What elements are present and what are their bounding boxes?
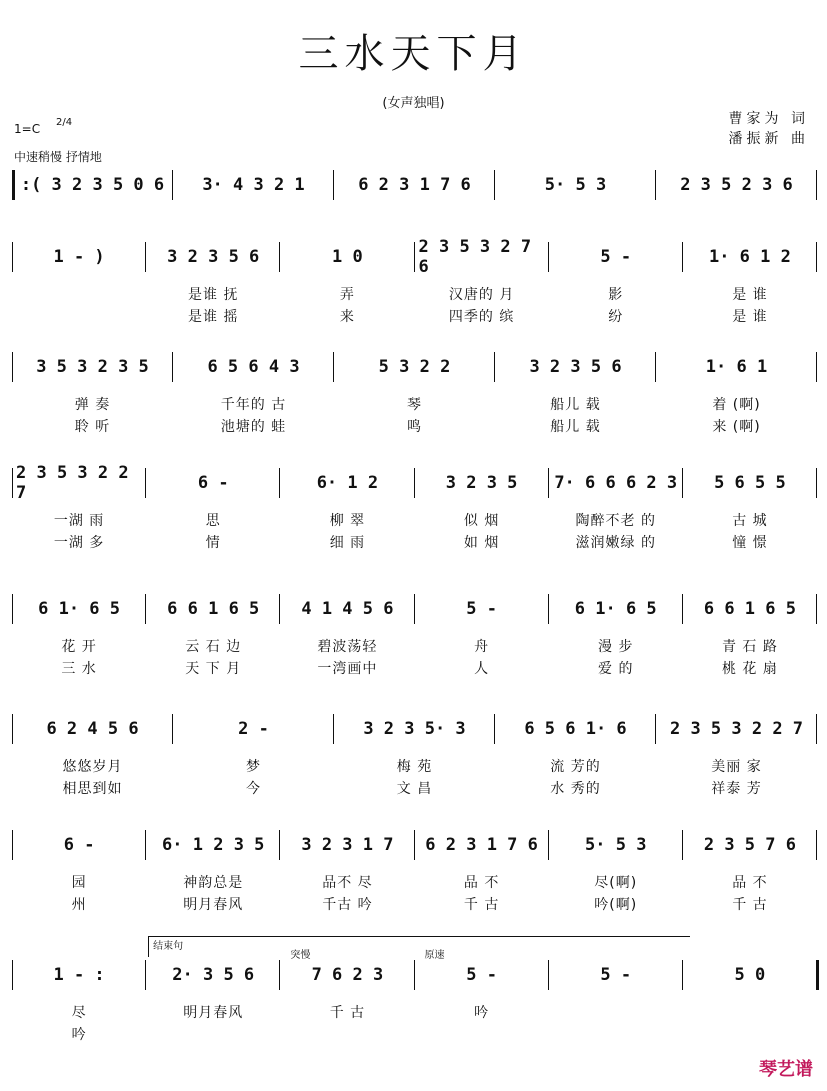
barline (655, 170, 656, 200)
barline (682, 594, 683, 624)
lyric-segment: 三 水 (61, 661, 97, 677)
measure: 2 3 5 7 6 (703, 835, 796, 855)
measure: 6 2 4 5 6 (46, 719, 139, 739)
notes-row (12, 237, 817, 277)
measure: 5 3 2 2 (378, 357, 451, 377)
barline (494, 352, 495, 382)
barline (145, 830, 146, 860)
lyric-segment: 祥泰 芳 (711, 781, 762, 797)
lyricist-credit: 曹家为 词 (728, 111, 809, 127)
measure: 7· 6 6 6 2 3 (554, 473, 678, 493)
lyrics-line (12, 872, 817, 892)
measure: 4 1 4 5 6 (301, 599, 394, 619)
time-signature: 2/4 (56, 117, 73, 128)
lyric-segment: 梅 苑 (396, 759, 433, 775)
barline (655, 714, 656, 744)
barline (816, 714, 817, 744)
measure: 2 3 5 3 2 2 7 (669, 719, 804, 739)
lyric-segment: 似 烟 (463, 513, 500, 529)
measure: 5 6 5 5 (714, 473, 786, 493)
lyric-segment: 花 开 (61, 639, 97, 655)
measure: 2· 3 5 6 (172, 965, 255, 985)
lyrics-line (12, 416, 817, 436)
lyric-segment: 千 古 (732, 897, 768, 913)
measure: 1· 6 1 2 (708, 247, 791, 267)
lyric-segment: 舟 (474, 639, 490, 655)
page-title: 三水天下月 (298, 31, 529, 77)
measure: 6 - (197, 473, 229, 493)
lyric-segment: 尽 (71, 1005, 87, 1021)
lyric-segment: 品 不 (463, 875, 500, 891)
barline (12, 242, 13, 272)
barline (145, 242, 146, 272)
measure: 5 - (466, 599, 497, 619)
lyric-segment: 悠悠岁月 (62, 759, 123, 775)
measure: 6 2 3 1 7 6 (425, 835, 538, 855)
notes-row (12, 168, 817, 202)
lyric-segment: 吟 (71, 1027, 87, 1043)
barline (12, 170, 15, 200)
lyric-segment: 品 不 (732, 875, 768, 891)
lyric-segment: 云 石 边 (185, 639, 242, 655)
lyrics-line (12, 284, 817, 304)
lyric-segment: 园 (71, 875, 87, 891)
measure: 5 0 (734, 965, 766, 985)
lyric-segment: 思 (205, 513, 221, 529)
measure: 1 - ) (53, 247, 105, 267)
lyric-segment: 州 (71, 897, 87, 913)
barline (682, 830, 683, 860)
lyric-segment: 情 (205, 535, 221, 551)
lyrics-line (12, 1002, 817, 1022)
notes-row (12, 463, 817, 503)
barline (548, 594, 549, 624)
lyric-segment (12, 306, 146, 326)
lyric-segment: 千古 吟 (322, 897, 373, 913)
barline (12, 830, 13, 860)
key-signature: 1=C (14, 122, 41, 136)
barline (816, 830, 817, 860)
barline (279, 242, 280, 272)
lyric-segment: 鸣 (407, 419, 422, 435)
lyric-segment: 来 (339, 309, 355, 325)
lyric-segment: 爱 的 (598, 661, 634, 677)
measure: 3 2 3 5 6 (167, 247, 260, 267)
tempo-marking: 中速稍慢 抒情地 (14, 150, 102, 164)
measure: 3 2 3 5· 3 (363, 719, 466, 739)
subtitle: (女声独唱) (382, 96, 445, 111)
barline (682, 468, 683, 498)
lyric-segment: 是 谁 (732, 287, 768, 303)
lyric-segment: 陶醉不老 的 (575, 513, 656, 529)
tempo-change-mark: 突慢 (290, 950, 311, 961)
lyric-segment: 池塘的 蛙 (220, 419, 287, 435)
lyrics-line (12, 658, 817, 678)
barline (816, 468, 817, 498)
lyric-segment: 一湖 雨 (53, 513, 105, 529)
lyric-segment (549, 1002, 683, 1022)
lyric-segment: 纷 (608, 309, 624, 325)
lyric-segment (146, 1024, 280, 1044)
lyric-segment: 一湖 多 (53, 535, 105, 551)
measure: 6 5 6 4 3 (207, 357, 300, 377)
lyric-segment: 相思到如 (62, 781, 123, 797)
lyric-segment: 青 石 路 (721, 639, 778, 655)
lyric-segment: 流 芳的 (550, 759, 601, 775)
barline (145, 594, 146, 624)
lyric-segment: 船儿 载 (550, 397, 601, 413)
lyric-segment: 影 (608, 287, 624, 303)
lyric-segment: 船儿 载 (550, 419, 601, 435)
measure: 2 3 5 3 2 2 7 (16, 463, 129, 503)
measure: 2 - (238, 719, 269, 739)
lyric-segment (12, 284, 146, 304)
measure: 6 6 1 6 5 (167, 599, 260, 619)
lyrics-line (12, 636, 817, 656)
lyric-segment: 桃 花 扇 (721, 661, 778, 677)
barline (12, 468, 13, 498)
barline (145, 468, 146, 498)
measure: 3· 4 3 2 1 (202, 175, 305, 195)
lyrics-line (12, 394, 817, 414)
lyric-segment: 是 谁 (732, 309, 768, 325)
lyric-segment: 水 秀的 (550, 781, 601, 797)
measure: :( 3 2 3 5 0 6 (20, 175, 165, 195)
lyric-segment: 尽(啊) (594, 875, 638, 891)
lyric-segment: 古 城 (732, 513, 768, 529)
barline (548, 960, 549, 990)
lyric-segment: 汉唐的 月 (448, 287, 515, 303)
lyric-segment: 滋润嫩绿 的 (575, 535, 656, 551)
barline (172, 714, 173, 744)
barline (816, 170, 817, 200)
measure: 5 - (600, 247, 632, 267)
lyrics-line (12, 510, 817, 530)
measure: 6 1· 6 5 (38, 599, 121, 619)
lyric-segment: 今 (246, 781, 261, 797)
barline (414, 242, 415, 272)
measure: 3 2 3 5 6 (529, 357, 622, 377)
barline (548, 468, 549, 498)
notes-row (12, 712, 817, 746)
measure: 1· 6 1 (705, 357, 768, 377)
notes-row (12, 958, 817, 992)
composer-credit: 潘振新 曲 (728, 131, 809, 147)
measure: 2 3 5 2 3 6 (680, 175, 793, 195)
barline (12, 714, 13, 744)
barline (333, 714, 334, 744)
barline (414, 594, 415, 624)
barline (279, 594, 280, 624)
lyric-segment: 是谁 抚 (188, 287, 239, 303)
lyric-segment: 是谁 摇 (188, 309, 239, 325)
lyric-segment: 弄 (339, 287, 355, 303)
measure: 3 2 3 1 7 (301, 835, 394, 855)
barline (548, 830, 549, 860)
barline (12, 594, 13, 624)
barline (145, 960, 146, 990)
barline (816, 960, 819, 990)
lyric-segment: 如 烟 (463, 535, 500, 551)
lyric-segment (549, 1024, 683, 1044)
measure: 6 1· 6 5 (574, 599, 657, 619)
lyric-segment: 弹 奏 (74, 397, 111, 413)
lyric-segment: 漫 步 (598, 639, 634, 655)
lyric-segment: 美丽 家 (711, 759, 762, 775)
measure: 3 5 3 2 3 5 (36, 357, 149, 377)
barline (12, 960, 13, 990)
lyric-segment (683, 1024, 817, 1044)
measure: 6· 1 2 (316, 473, 379, 493)
lyric-segment: 柳 翠 (329, 513, 366, 529)
lyric-segment: 明月春风 (183, 897, 244, 913)
lyric-segment (280, 1024, 414, 1044)
barline (682, 960, 683, 990)
tempo-change-mark: 原速 (424, 950, 445, 961)
barline (279, 830, 280, 860)
lyric-segment: 聆 听 (74, 419, 111, 435)
measure: 5· 5 3 (585, 835, 647, 855)
barline (414, 830, 415, 860)
notes-row (12, 350, 817, 384)
barline (333, 170, 334, 200)
lyrics-line (12, 306, 817, 326)
barline (816, 594, 817, 624)
barline (548, 242, 549, 272)
barline (816, 352, 817, 382)
measure: 6 2 3 1 7 6 (358, 175, 471, 195)
barline (655, 352, 656, 382)
barline (414, 468, 415, 498)
lyrics-line (12, 532, 817, 552)
lyric-segment: 千年的 古 (220, 397, 287, 413)
barline (279, 960, 280, 990)
lyric-segment: 吟(啊) (594, 897, 638, 913)
measure: 5· 5 3 (544, 175, 607, 195)
lyric-segment: 一湾画中 (317, 661, 378, 677)
lyric-segment: 神韵总是 (183, 875, 244, 891)
barline (816, 242, 817, 272)
notes-row (12, 592, 817, 626)
lyric-segment: 天 下 月 (185, 661, 242, 677)
lyric-segment: 梦 (246, 759, 261, 775)
measure: 5 - (466, 965, 497, 985)
lyric-segment: 憧 憬 (732, 535, 768, 551)
lyric-segment: 吟 (474, 1005, 490, 1021)
measure: 6 5 6 1· 6 (524, 719, 627, 739)
barline (172, 170, 173, 200)
lyrics-line (12, 894, 817, 914)
lyric-segment: 品不 尽 (322, 875, 373, 891)
lyric-segment: 琴 (407, 397, 422, 413)
lyric-segment: 人 (474, 661, 490, 677)
lyric-segment: 着 (啊) (712, 397, 761, 413)
lyric-segment: 四季的 缤 (448, 309, 515, 325)
notes-row (12, 828, 817, 862)
barline (494, 170, 495, 200)
barline (12, 352, 13, 382)
lyric-segment (683, 1002, 817, 1022)
lyric-segment: 细 雨 (329, 535, 366, 551)
barline (172, 352, 173, 382)
measure: 6 - (63, 835, 95, 855)
measure: 2 3 5 3 2 7 6 (418, 237, 532, 277)
lyrics-line (12, 778, 817, 798)
lyric-segment: 来 (啊) (712, 419, 761, 435)
measure: 6· 1 2 3 5 (162, 835, 265, 855)
barline (279, 468, 280, 498)
lyric-segment: 明月春风 (183, 1005, 244, 1021)
measure: 1 - : (53, 965, 105, 985)
barline (414, 960, 415, 990)
lyrics-line (12, 1024, 817, 1044)
lyric-segment: 碧波荡轻 (317, 639, 378, 655)
measure: 3 2 3 5 (445, 473, 518, 493)
barline (494, 714, 495, 744)
barline (333, 352, 334, 382)
lyric-segment: 文 昌 (396, 781, 433, 797)
lyric-segment: 千 古 (463, 897, 500, 913)
barline (682, 242, 683, 272)
site-logo: 琴艺谱 (759, 1059, 813, 1080)
measure: 1 0 (332, 247, 363, 267)
lyric-segment: 千 古 (329, 1005, 366, 1021)
ending-bracket: 结束句 (148, 936, 690, 957)
measure: 7 6 2 3 (311, 965, 384, 985)
measure: 5 - (600, 965, 632, 985)
measure: 6 6 1 6 5 (703, 599, 796, 619)
lyrics-line (12, 756, 817, 776)
lyric-segment (415, 1024, 549, 1044)
